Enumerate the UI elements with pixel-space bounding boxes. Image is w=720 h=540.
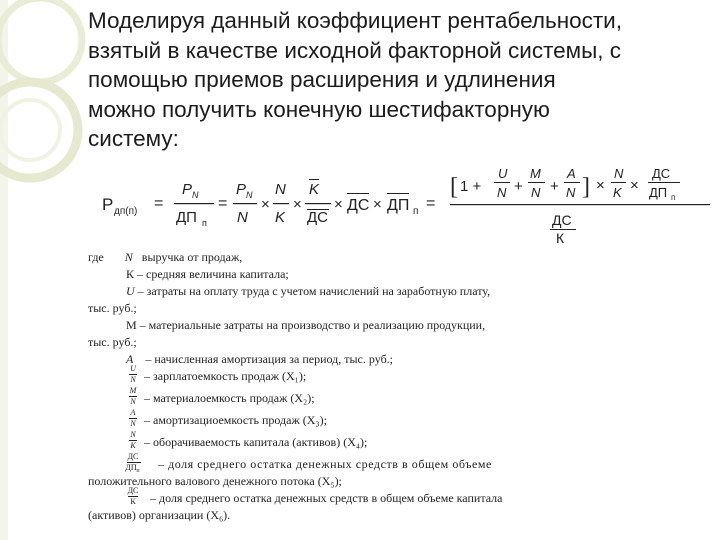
f2-num-sub: N bbox=[246, 190, 253, 200]
f4-num: K bbox=[309, 181, 320, 198]
x4-frac-den: K bbox=[130, 441, 136, 450]
x2-frac-den: N bbox=[130, 397, 136, 406]
m-bar bbox=[528, 182, 545, 183]
f1-den: ДП bbox=[176, 209, 197, 226]
intro-line: систему: bbox=[88, 126, 179, 151]
def-line-x4: – оборачиваемость капитала (активов) (X₄); bbox=[144, 435, 368, 449]
def-line-revenue: где N выручка от продаж, bbox=[88, 250, 243, 264]
n-bar bbox=[611, 182, 626, 183]
m-num: M bbox=[530, 168, 541, 181]
x3-frac-num: A bbox=[130, 408, 136, 417]
x5-frac-den: ДП bbox=[125, 463, 137, 472]
f1-bar bbox=[174, 203, 214, 204]
intro-line: взятый в качестве исходной факторной системы, с bbox=[88, 37, 622, 63]
def-line-material: М – материальные затраты на производство и реализацию продукции, bbox=[126, 318, 486, 332]
times-5: × bbox=[596, 177, 605, 194]
f4-bar bbox=[305, 203, 331, 204]
n-num: N bbox=[614, 168, 624, 181]
dp-den: ДП bbox=[649, 185, 668, 200]
f3-bar bbox=[273, 203, 289, 204]
plus-1: + bbox=[514, 178, 523, 195]
k-den: K bbox=[613, 185, 622, 200]
f2-bar bbox=[233, 203, 257, 204]
formula-eq-2: = bbox=[218, 195, 228, 212]
ds-term: ДС bbox=[347, 197, 370, 214]
x3-frac-den: N bbox=[130, 419, 136, 428]
def-line-x5: – доля среднего остатка денежных средств в общем объеме bbox=[158, 457, 492, 471]
def-line-x2: – материалоемкость продаж (X₂); bbox=[144, 391, 315, 405]
formula-lhs: P bbox=[102, 195, 114, 214]
bracket-left: [ bbox=[450, 174, 458, 200]
times-4: × bbox=[373, 196, 382, 213]
x2-frac-num: M bbox=[129, 386, 137, 395]
f4-overline bbox=[309, 179, 319, 180]
k-small: К bbox=[556, 230, 565, 246]
one-plus: 1 + bbox=[460, 178, 482, 195]
f2-num: P bbox=[236, 181, 247, 198]
f2-den: N bbox=[237, 209, 248, 226]
x4-frac-num: N bbox=[130, 430, 136, 439]
f3-num: N bbox=[275, 181, 286, 198]
def-line-x1: – зарплатоемкость продаж (X₁); bbox=[144, 369, 307, 383]
def-line-x5-cont: положительного валового денежного потока (X₅); bbox=[88, 474, 342, 488]
u-den: N bbox=[497, 185, 507, 200]
def-line-unit: тыс. руб.; bbox=[88, 335, 137, 349]
dp-sub: п bbox=[413, 206, 419, 217]
bracket-right: ] bbox=[582, 174, 590, 200]
six-factor-formula bbox=[100, 168, 710, 246]
f1-den-sub: п bbox=[202, 218, 207, 228]
big-bar bbox=[450, 204, 710, 205]
a-bar bbox=[564, 182, 580, 183]
x5-frac-den-sub: п bbox=[136, 468, 140, 474]
f3-den: K bbox=[275, 209, 286, 226]
def-line-capital: К – средняя величина капитала; bbox=[126, 267, 289, 281]
m-den: N bbox=[531, 185, 541, 200]
x6-frac-den: К bbox=[130, 497, 136, 506]
dp-den-sub: п bbox=[671, 193, 676, 202]
f1-num-sub: N bbox=[192, 190, 199, 200]
intro-line: помощью приемов расширения и удлинения bbox=[88, 67, 556, 92]
dp-term: ДП bbox=[387, 197, 410, 214]
f4-den: ДС bbox=[307, 209, 328, 226]
u-bar bbox=[494, 182, 510, 183]
def-line-amortization: A – начисленная амортизация за период, тыс. руб.; bbox=[126, 352, 394, 366]
ds-num: ДС bbox=[652, 168, 671, 181]
def-line-x6-cont: (активов) организации (X₆). bbox=[88, 508, 231, 522]
a-den: N bbox=[566, 185, 576, 200]
x6-frac-num: ДС bbox=[127, 486, 139, 495]
formula-eq-1: = bbox=[154, 195, 164, 212]
formula-lhs-sub: дп(п) bbox=[114, 206, 138, 217]
ds-bar bbox=[648, 182, 680, 183]
intro-line: Моделируя данный коэффициент рентабельности, bbox=[88, 8, 623, 33]
def-line-labor: U – затраты на оплату труда с учетом начислений на заработную плату, bbox=[126, 284, 491, 298]
ds-overline bbox=[347, 193, 369, 194]
plus-2: + bbox=[550, 178, 559, 195]
x5-frac-num: ДС bbox=[127, 452, 139, 461]
a-num: A bbox=[567, 168, 576, 181]
times-3: × bbox=[334, 196, 343, 213]
ds-small: ДС bbox=[552, 212, 572, 228]
def-line-unit: тыс. руб.; bbox=[88, 301, 137, 315]
intro-paragraph bbox=[88, 6, 713, 154]
times-2: × bbox=[293, 196, 302, 213]
u-num: U bbox=[498, 168, 508, 181]
dp-overline bbox=[387, 193, 409, 194]
times-1: × bbox=[261, 196, 270, 213]
formula-eq-3: = bbox=[426, 195, 436, 212]
intro-line: можно получить конечную шестифакторную bbox=[88, 96, 550, 122]
def-line-x6: – доля среднего остатка денежных средств в общем объеме капитала bbox=[150, 491, 503, 505]
times-6: × bbox=[630, 177, 639, 194]
def-line-x3: – амортизациоемкость продаж (X₃); bbox=[144, 413, 327, 427]
f1-num: P bbox=[182, 181, 193, 198]
x1-frac-num: U bbox=[130, 364, 136, 373]
x1-frac-den: N bbox=[130, 375, 136, 384]
